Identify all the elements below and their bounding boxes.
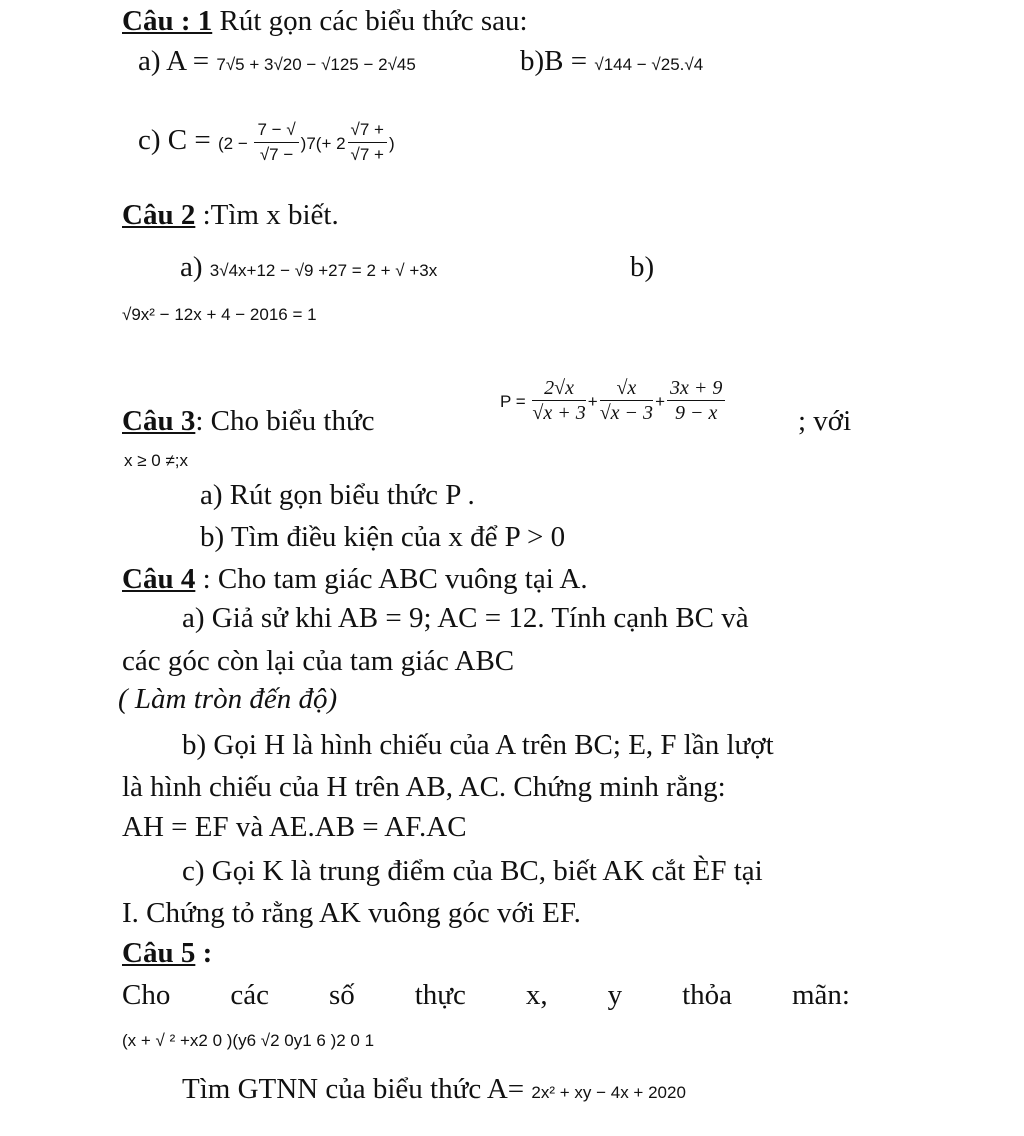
question-5-intro: :: [195, 937, 213, 969]
p-fraction-1-num: 2√x: [532, 376, 585, 401]
question-5-expression: 2x² + xy − 4x + 2020: [531, 1083, 686, 1102]
question-3a: a) Rút gọn biểu thức P .: [200, 479, 475, 511]
question-1c-fraction-2-num: √7 +: [348, 118, 387, 143]
question-1b-label: b)B =: [520, 45, 595, 77]
question-1c-expr-left: (2 −: [217, 134, 253, 153]
question-1-title: Câu : 1: [122, 5, 213, 37]
question-4c-line-2: I. Chứng tỏ rằng AK vuông góc với EF.: [122, 897, 581, 929]
p-fraction-1-den: √x + 3: [532, 401, 586, 424]
question-3-condition: x ≥ 0 ≠;x: [124, 451, 189, 470]
question-2-title: Câu 2: [122, 199, 196, 231]
question-3-title: Câu 3: [122, 405, 196, 437]
question-5-word: x,: [525, 979, 548, 1011]
p-prefix: P =: [500, 392, 531, 411]
question-5-statement: [122, 978, 850, 1012]
question-3-expression-p: P = $\frac{2√x}{√x + 3}$ + $\frac{√x}{√x - 3}$ + $\frac{3x + 9}{9 - x}$: [500, 368, 727, 432]
question-2-intro: :Tìm x biết.: [195, 199, 339, 231]
question-5-heading: [122, 936, 212, 970]
question-1c: [138, 110, 395, 174]
p-fraction-2-den: √x − 3: [599, 401, 654, 424]
question-5-word: Cho: [122, 979, 171, 1011]
p-fraction-2: [600, 376, 653, 425]
question-5-word: y: [607, 979, 623, 1011]
question-1a: [138, 44, 416, 82]
question-4b-line-2: là hình chiếu của H trên AB, AC. Chứng minh rằng:: [122, 771, 726, 803]
p-fraction-3-num: 3x + 9: [667, 376, 725, 401]
question-4b-line-1: b) Gọi H là hình chiếu của A trên BC; E, F lần lượt: [182, 729, 774, 761]
question-4-heading: [122, 562, 588, 596]
question-1c-fraction-1-num: 7 − √: [254, 118, 298, 143]
question-2b-label: b): [630, 251, 655, 283]
question-5-title: Câu 5: [122, 937, 196, 969]
question-1c-expr-mid: )7(: [300, 134, 322, 153]
question-2a-label: a): [180, 251, 210, 283]
question-1c-fraction-1-den: √7 −: [259, 144, 294, 164]
question-5-condition-line: [122, 1020, 374, 1058]
question-1c-expr-mid2: + 2: [321, 134, 346, 153]
question-1c-label: c) C =: [138, 124, 218, 156]
question-5-word: thỏa: [682, 979, 733, 1011]
p-fraction-3-den: 9 − x: [675, 401, 718, 424]
question-3-heading: [122, 404, 375, 438]
question-5-find: Tìm GTNN của biểu thức A=: [182, 1073, 532, 1105]
question-1a-expression: 7√5 + 3√20 − √125 − 2√45: [216, 55, 416, 74]
question-2a: [180, 250, 437, 288]
question-2-heading: [122, 198, 339, 232]
question-1a-label: a) A =: [138, 45, 217, 77]
p-fraction-2-num: √x: [600, 376, 653, 401]
p-fraction-1: [532, 376, 585, 425]
question-2b-expression-line: [122, 294, 317, 332]
question-1c-expr-right: ): [388, 134, 395, 153]
question-4-title: Câu 4: [122, 563, 196, 595]
question-5-word: các: [230, 979, 269, 1011]
question-1-intro: Rút gọn các biểu thức sau:: [212, 5, 528, 37]
p-fraction-3: [667, 376, 725, 425]
question-1c-fraction-2-den: √7 +: [350, 144, 384, 164]
question-5-condition: (x + √ ² +x2 0 )(y6 √2 0y1 6 )2 0 1: [122, 1031, 375, 1050]
question-4b-line-3: AH = EF và AE.AB = AF.AC: [122, 811, 467, 843]
question-3b: b) Tìm điều kiện của x để P > 0: [200, 521, 566, 553]
question-3-with: ; với: [798, 405, 852, 437]
question-2b-expression: √9x² − 12x + 4 − 2016 = 1: [122, 305, 317, 324]
question-5-word: thực: [414, 979, 466, 1011]
question-2a-expression: 3√4x+12 − √9 +27 = 2 + √ +3x: [209, 261, 438, 280]
question-4a-line-1: a) Giả sử khi AB = 9; AC = 12. Tính cạnh BC và: [182, 602, 749, 634]
question-3-intro: : Cho biểu thức: [195, 405, 375, 437]
question-4c-line-1: c) Gọi K là trung điểm của BC, biết AK cắt ÈF tại: [182, 855, 763, 887]
question-1-heading: [122, 4, 528, 38]
question-4a-line-2: các góc còn lại của tam giác ABC: [122, 645, 515, 677]
question-1c-fraction-2: [348, 118, 387, 167]
question-5-task: [182, 1072, 686, 1110]
question-1b: [520, 44, 703, 82]
question-1b-expression: √144 − √25.√4: [594, 55, 704, 74]
question-1c-fraction-1: [254, 118, 298, 167]
question-5-word: số: [328, 979, 355, 1011]
question-4-intro: : Cho tam giác ABC vuông tại A.: [195, 563, 588, 595]
question-3-condition-line: [124, 440, 188, 478]
question-5-word: mãn:: [792, 979, 850, 1011]
question-4a-rounding-note: ( Làm tròn đến độ): [118, 683, 338, 715]
